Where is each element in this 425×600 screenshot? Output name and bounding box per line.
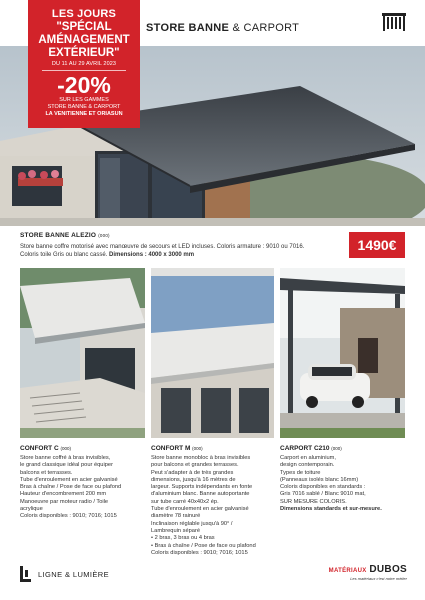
section-title-rest: & CARPORT bbox=[232, 22, 300, 34]
desc-line: diamètre 78 rainuré bbox=[151, 513, 201, 520]
awning-icon bbox=[381, 12, 407, 32]
main-product-desc2: Coloris toile Gris ou blanc cassé. bbox=[20, 252, 108, 258]
desc-line: balcons et terrasses. bbox=[20, 469, 73, 476]
promo-line2a: "SPÉCIAL bbox=[56, 21, 112, 33]
footer-right-brand bbox=[329, 564, 407, 581]
promo-line2c: EXTÉRIEUR" bbox=[48, 47, 120, 59]
promo-dates: DU 11 AU 29 AVRIL 2023 bbox=[51, 61, 117, 67]
main-product-description bbox=[20, 243, 336, 259]
promo-sub1: SUR LES GAMMES bbox=[59, 97, 109, 103]
desc-line: Coloris disponibles : 9010; 7016; 1015 bbox=[20, 513, 117, 520]
desc-line: largeur. Supports indépendants en fonte bbox=[151, 484, 253, 491]
product-name: CONFORT M bbox=[151, 445, 191, 452]
desc-line: Inclinaison réglable jusqu'à 90° / bbox=[151, 520, 233, 527]
product-title-carport-c210 bbox=[280, 445, 342, 452]
desc-line: • Bras à chaîne / Pose de face ou plafond bbox=[151, 542, 256, 549]
product-name: CONFORT C bbox=[20, 445, 59, 452]
photo-carport-c210 bbox=[280, 268, 405, 438]
product-code: (000) bbox=[331, 446, 342, 451]
promo-banner bbox=[28, 0, 140, 128]
product-title-confort-c bbox=[20, 445, 71, 452]
brand-tagline: Les matériaux c'est notre métier bbox=[350, 576, 407, 581]
footer-left-brand bbox=[18, 566, 109, 582]
ligne-lumiere-logo-icon bbox=[18, 566, 32, 582]
desc-line: Peut s'adapter à de très grandes bbox=[151, 469, 234, 476]
desc-line: Coloris disponibles en standards : bbox=[280, 484, 366, 491]
promo-divider bbox=[42, 70, 126, 71]
photo-confort-c bbox=[20, 268, 145, 438]
desc-line: Bras à chaîne / Pose de face ou plafond bbox=[20, 484, 122, 491]
desc-line: SUR MESURE COLORIS. bbox=[280, 498, 347, 505]
main-product-name: STORE BANNE ALEZIO bbox=[20, 232, 97, 239]
desc-line: d'aluminium blanc. Banne autoportante bbox=[151, 491, 250, 498]
desc-line: Tube d'enroulement en acier galvanisé bbox=[20, 476, 118, 483]
brand-part2: DUBOS bbox=[369, 564, 407, 575]
ligne-lumiere-text: LIGNE & LUMIÈRE bbox=[38, 569, 110, 579]
section-title-bold: STORE BANNE bbox=[146, 22, 230, 34]
product-code: (000) bbox=[60, 446, 71, 451]
desc-line: Gris 7016 sablé / Blanc 9010 mat, bbox=[280, 491, 366, 498]
price-tag: 1490€ bbox=[349, 232, 405, 258]
desc-line: le grand classique idéal pour équiper bbox=[20, 462, 113, 469]
desc-line: Hauteur d'encombrement 200 mm bbox=[20, 491, 107, 498]
promo-line1: LES JOURS bbox=[51, 8, 117, 20]
desc-line: dimensions, jusqu'à 16 mètres de bbox=[151, 476, 236, 483]
desc-line: Lambrequin séparé bbox=[151, 527, 201, 534]
desc-line: • 2 bras, 3 bras ou 4 bras bbox=[151, 535, 215, 542]
desc-line: Coloris disponibles : 9010; 7016; 1015 bbox=[151, 549, 248, 556]
desc-line: Store banne coffré à bras invisibles, bbox=[20, 455, 111, 461]
main-product-desc1: Store banne coffre motorisé avec manœuvre de secours et LED incluses. Coloris armature : 9010 ou 7016. bbox=[20, 244, 305, 250]
main-product-code: (000) bbox=[98, 233, 110, 238]
photo-confort-m bbox=[151, 268, 274, 438]
desc-line: Carport en aluminium, bbox=[280, 455, 336, 461]
desc-line: Tube d'enroulement en acier galvanisé bbox=[151, 506, 249, 513]
main-product-title bbox=[20, 232, 110, 239]
desc-line: sur tube carré 40x40x2 ép. bbox=[151, 498, 219, 505]
promo-sub3: LA VENITIENNE ET ORIASUN bbox=[45, 111, 123, 117]
section-title bbox=[146, 22, 299, 34]
promo-discount: -20% bbox=[57, 72, 111, 98]
desc-line: pour balcons et grandes terrasses. bbox=[151, 462, 239, 469]
product-title-confort-m bbox=[151, 445, 203, 452]
product-name: CARPORT C210 bbox=[280, 445, 330, 452]
desc-line-bold: Dimensions standards et sur-mesure. bbox=[280, 506, 382, 513]
promo-line2b: AMÉNAGEMENT bbox=[38, 34, 130, 46]
promo-sub2: STORE BANNE & CARPORT bbox=[47, 104, 121, 110]
product-description-confort-c bbox=[20, 455, 121, 521]
desc-line: Store banne monobloc à bras invisibles bbox=[151, 455, 251, 461]
brand-part1: MATÉRIAUX bbox=[328, 568, 367, 574]
desc-line: Manoeuvre par moteur radio / Toile bbox=[20, 498, 109, 505]
desc-line: Types de toiture bbox=[280, 469, 321, 476]
product-description-carport-c210 bbox=[280, 455, 382, 513]
desc-line: (Panneaux isolés blanc 16mm) bbox=[280, 476, 359, 483]
desc-line: design contemporain. bbox=[280, 462, 335, 469]
materiaux-dubos-logo bbox=[329, 564, 407, 575]
desc-line: acrylique bbox=[20, 506, 43, 513]
product-code: (000) bbox=[192, 446, 203, 451]
main-product-dimensions: Dimensions : 4000 x 3000 mm bbox=[109, 252, 195, 258]
product-description-confort-m bbox=[151, 455, 256, 557]
